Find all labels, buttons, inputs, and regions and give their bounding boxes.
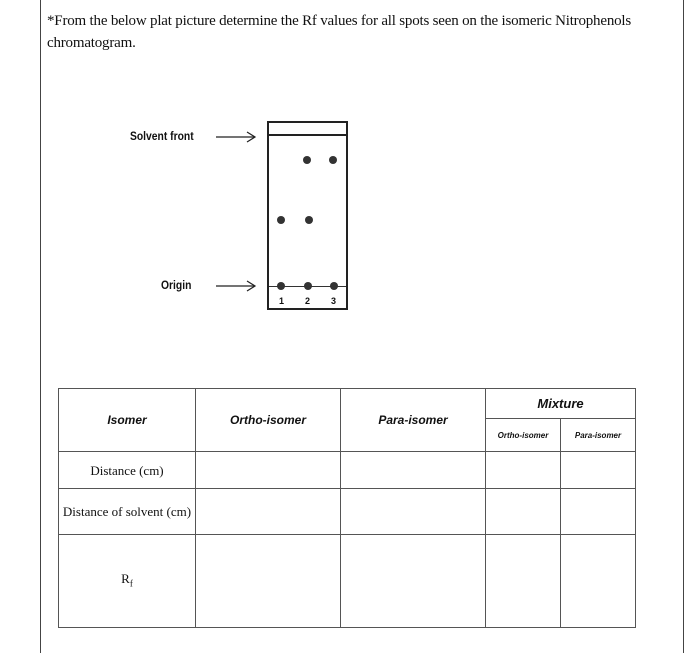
- origin-spot-2: [304, 282, 312, 290]
- rf-symbol: R: [121, 570, 130, 586]
- row-solvent-distance-label: Distance of solvent (cm): [59, 489, 196, 535]
- cell-rf-mix-ortho[interactable]: [486, 535, 561, 628]
- cell-distance-mix-para[interactable]: [561, 452, 636, 489]
- header-mixture: Mixture: [486, 389, 636, 419]
- cell-rf-para[interactable]: [341, 535, 486, 628]
- page-border-right: [683, 0, 684, 653]
- solvent-front-arrow: [216, 131, 258, 143]
- row-distance-label: Distance (cm): [59, 452, 196, 489]
- header-isomer: Isomer: [59, 389, 196, 452]
- spot-lane3-upper: [329, 156, 337, 164]
- row-rf-label: [59, 535, 196, 628]
- cell-rf-ortho[interactable]: [196, 535, 341, 628]
- origin-spot-3: [330, 282, 338, 290]
- origin-arrow: [216, 280, 258, 292]
- cell-solvent-mix-para[interactable]: [561, 489, 636, 535]
- header-para-isomer: Para-isomer: [341, 389, 486, 452]
- origin-spot-1: [277, 282, 285, 290]
- cell-solvent-para[interactable]: [341, 489, 486, 535]
- cell-rf-mix-para[interactable]: [561, 535, 636, 628]
- header-mixture-para: Para-isomer: [561, 419, 636, 452]
- cell-distance-para[interactable]: [341, 452, 486, 489]
- solvent-front-line: [267, 134, 348, 136]
- cell-distance-mix-ortho[interactable]: [486, 452, 561, 489]
- origin-label: Origin: [161, 278, 192, 292]
- cell-distance-ortho[interactable]: [196, 452, 341, 489]
- lane-number-2: 2: [305, 296, 311, 306]
- cell-solvent-ortho[interactable]: [196, 489, 341, 535]
- spot-lane3-lower: [305, 216, 313, 224]
- lane-number-1: 1: [279, 296, 285, 306]
- spot-lane2-upper: [303, 156, 311, 164]
- page-border-left: [40, 0, 41, 653]
- cell-solvent-mix-ortho[interactable]: [486, 489, 561, 535]
- spot-lane1-lower: [277, 216, 285, 224]
- lane-number-3: 3: [331, 296, 337, 306]
- rf-subscript: f: [129, 578, 133, 589]
- solvent-front-label: Solvent front: [130, 129, 194, 143]
- header-ortho-isomer: Ortho-isomer: [196, 389, 341, 452]
- rf-results-table: [58, 388, 636, 628]
- header-mixture-ortho: Ortho-isomer: [486, 419, 561, 452]
- question-text: *From the below plat picture determine the Rf values for all spots seen on the isomeric Nitrophenols chromatogram.: [47, 13, 632, 51]
